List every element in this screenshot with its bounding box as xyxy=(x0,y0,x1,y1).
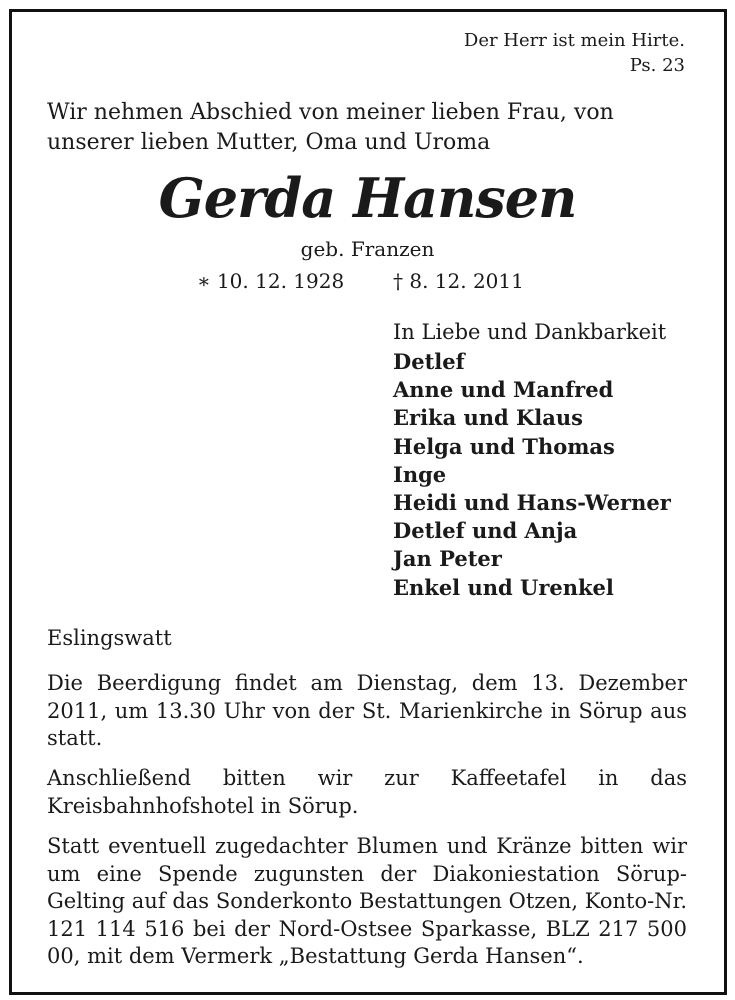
mourner-name: Jan Peter xyxy=(393,546,502,572)
intro-text: Wir nehmen Abschied von meiner lieben Frau, von unserer lieben Mutter, Oma und Uroma xyxy=(47,100,614,155)
death-date: † 8. 12. 2011 xyxy=(393,269,524,293)
maiden-name: geb. Franzen xyxy=(300,237,435,261)
mourner-name: Detlef und Anja xyxy=(393,518,578,544)
mourner-name: Helga und Thomas xyxy=(393,433,615,459)
signoff-text: In Liebe und Dankbarkeit xyxy=(393,320,667,344)
funeral-info-paragraph: Die Beerdigung findet am Dienstag, dem 13. Dezember 2011, um 13.30 Uhr von der St. Marienkirche in Sörup aus statt. xyxy=(47,671,687,750)
mourners-list xyxy=(393,348,671,602)
mourner-name: Erika und Klaus xyxy=(393,405,583,431)
mourner-name: Heidi und Hans-Werner xyxy=(393,490,671,516)
deceased-name: Gerda Hansen xyxy=(158,166,577,230)
mourner-name: Detlef xyxy=(393,349,465,374)
place-name: Eslingswatt xyxy=(47,626,172,650)
bible-verse xyxy=(464,28,685,78)
verse-reference: Ps. 23 xyxy=(629,55,685,76)
reception-info-paragraph: Anschließend bitten wir zur Kaffeetafel in das Kreisbahnhofshotel in Sörup. xyxy=(47,766,687,818)
verse-text: Der Herr ist mein Hirte. xyxy=(463,30,685,51)
mourner-name: Inge xyxy=(393,461,447,487)
donation-info-paragraph: Statt eventuell zugedachter Blumen und Kränze bitten wir um eine Spende zugunsten der Diakoniestation Sörup-Gelting auf das Sonderkonto Bestattungen Otzen, Konto-Nr. 121 114 516 bei der Nord-Ostsee Sparkasse, BLZ 217 500 00, mit dem Vermerk „Bestattung Gerda Hansen“. xyxy=(47,834,687,968)
birth-date: ∗ 10. 12. 1928 xyxy=(197,269,345,293)
mourner-name: Enkel und Urenkel xyxy=(393,574,614,600)
mourner-name: Anne und Manfred xyxy=(393,377,614,403)
